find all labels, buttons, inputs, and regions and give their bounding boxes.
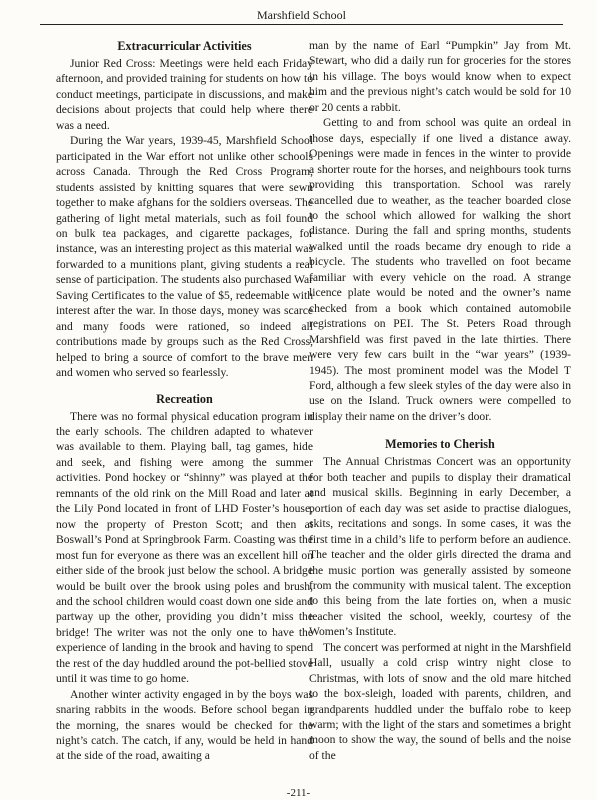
paragraph: Another winter activity engaged in by the boys was snaring rabbits in the woods. Before school began in the morning, the snares would be checked for the night’s catch. The catch, if any, would be held in hand at the side of the road, awaiting a — [56, 687, 313, 763]
header-title: Marshfield School — [257, 8, 346, 22]
paragraph: The Annual Christmas Concert was an opportunity for both teacher and pupils to display their dramatical and musical skills. Beginning in early December, a portion of each day was set aside to practise dialogues, skits, recitations and songs. In some cases, it was the first time in a child’s life to perform before an audience. The teacher and the older girls directed the drama and the music portion was generally assisted by someone from the community with musical talent. The exception to this being from the late forties on, when a music teacher visited the school, weekly, courtesy of the Women’s Institute. — [309, 455, 571, 639]
left-column — [56, 38, 313, 764]
paragraph: The concert was performed at night in the Marshfield Hall, usually a cold crisp wintry night close to Christmas, with lots of snow and the old mare hitched to the box-sleigh, loaded with parents, children, and grandparents huddled under the buffalo robe to keep warm; with the light of the stars and sometimes a bright moon to show the way, the sound of bells and the noise of the — [309, 640, 571, 762]
right-column — [309, 38, 571, 763]
section-heading-recreation: Recreation — [156, 391, 213, 406]
paragraph: Junior Red Cross: Meetings were held each Friday afternoon, and provided training for students on how to conduct meetings, participate in discussions, and make decisions about projects that could help where there was a need. — [56, 57, 313, 132]
paragraph: There was no formal physical education program in the early schools. The children adapted to whatever was available to them. Playing ball, tag games, hide and seek, and fishing were among the summer activities. Pond hockey or “shinny” was played at the remnants of the old rink on the Mill Road and later at the Lily Pond located in front of LHD Foster’s house, now the property of Preston Scott; and then at Boswall’s Pond at Springbrook Farm. Coasting was the most fun for everyone as there was an excellent hill on either side of the brook just below the school. A bridge would be built over the brook using poles and brush, and the school children would coast down one side and partway up the other, providing you didn’t miss the bridge! The writer was not the only one to have the experience of landing in the brook and having to spend the rest of the day huddled around the pot-bellied stove until it was time to go home. — [56, 409, 313, 686]
paragraph: During the War years, 1939-45, Marshfield School participated in the War effort not unlike other schools across Canada. Through the Red Cross Program, students assisted by knitting squares that were sewn together to make afghans for the soldiers overseas. The gathering of light metal materials, such as foil found on bulk tea packages, and cigarette packages, for instance, was an interesting project as this material was forwarded to a munitions plant, giving students a real sense of participation. The students also purchased War Saving Certificates to the value of $5, redeemable with interest after the war. In those days, money was scarce and many foods were rationed, so indeed all contributions made by groups such as the Red Cross, helped to bring a source of comfort to the brave men and women who served so fearlessly. — [56, 134, 313, 380]
section-heading-memories: Memories to Cherish — [385, 437, 495, 452]
page-number — [0, 786, 597, 800]
running-header — [40, 6, 563, 25]
paragraph-continued: man by the name of Earl “Pumpkin” Jay from Mt. Stewart, who did a daily run for groceries for the stores in his village. The boys would know when to expect him and the previous night’s catch would be sold for 10 or 20 cents a rabbit. — [309, 39, 571, 114]
page-number-text: -211- — [286, 787, 311, 799]
section-heading-extracurricular: Extracurricular Activities — [117, 39, 252, 53]
paragraph: Getting to and from school was quite an ordeal in those days, especially if one lived a distance away. Openings were made in fences in the winter to provide a shorter route for the horses, and neighbours took turns providing this transportation. School was rarely cancelled due to weather, as the teacher boarded close to the school which allowed for walking the short distance. During the fall and spring months, students walked until the roads became dry enough to ride a bicycle. The students who travelled on foot became familiar with every vehicle on the road. A strange licence plate would be noted and the owner’s name checked from a book which contained automobile registrations on PEI. The St. Peters Road through Marshfield was first paved in the late thirties. There were very few cars built in the “war years” (1939-1945). The most prominent model was the Model T Ford, although a few sleek styles of the day were also in use on the Island. Truck owners were compelled to display their name on the driver’s door. — [309, 116, 571, 423]
